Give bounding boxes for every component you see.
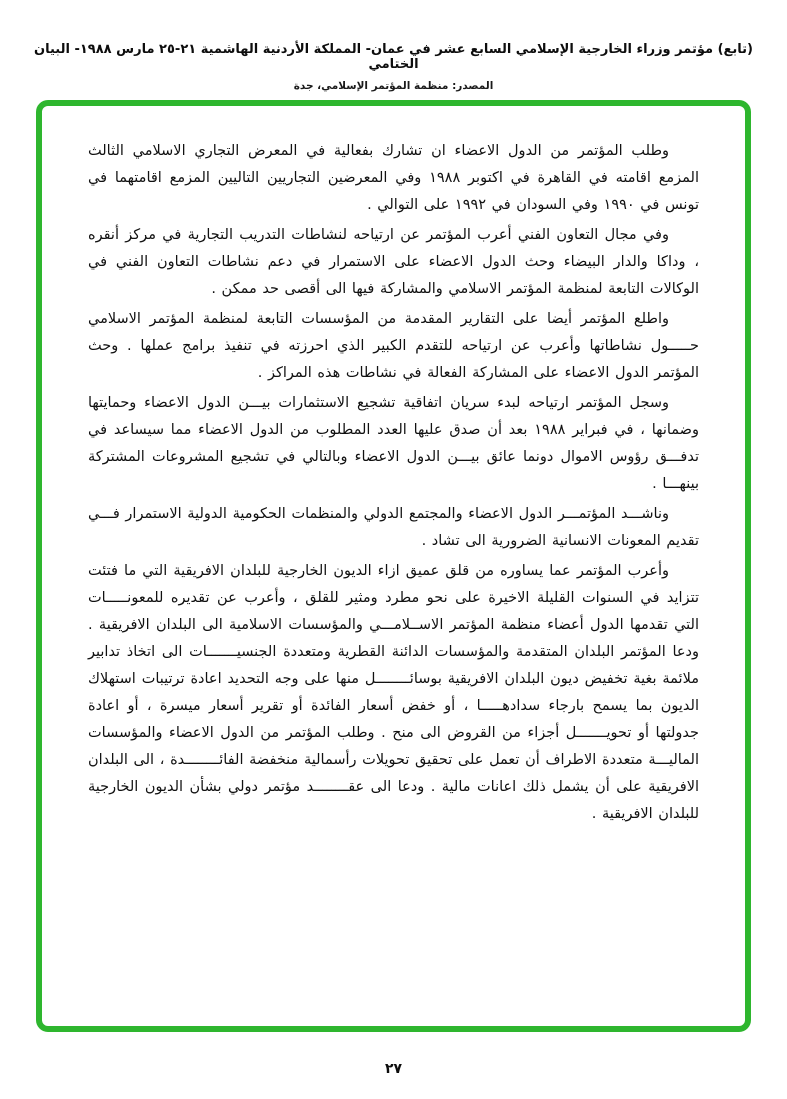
paragraph-1: وطلب المؤتمر من الدول الاعضاء ان تشارك بفعالية في المعرض التجاري الاسلامي الثالث المزمع اقامته في القاهرة في اكتوبر ١٩٨٨ وفي المعرضين التجاريين التاليين المزمع اقامتهما في تونس في ١٩٩٠ وفي السودان في ١٩٩٢ على التوالي . [88, 143, 700, 213]
paragraph-3: واطلع المؤتمر أيضا على التقارير المقدمة من المؤسسات التابعة لمنظمة المؤتمر الاسلامي حـــــول نشاطاتها وأعرب عن ارتياحه للتقدم الكبير الذي احرزته في تنفيذ برامج عملها . وحث المؤتمر الدول الاعضاء على المشاركة الفعالة في نشاطات هذه المراكز . [88, 311, 699, 381]
header-source: المصدر: منظمة المؤتمر الإسلامي، جدة [293, 80, 494, 92]
paragraph-2: وفي مجال التعاون الفني أعرب المؤتمر عن ارتياحه لنشاطات التدريب التجارية في مركز أنقره ، وداكا والدار البيضاء وحث الدول الاعضاء على الاستمرار في دعم نشاطات التعاون الفني في الوكالات التابعة لمنظمة المؤتمر الاسلامي والمشاركة فيها الى أقصى حد ممكن . [88, 227, 699, 297]
paragraph-6: وأعرب المؤتمر عما يساوره من قلق عميق ازاء الديون الخارجية للبلدان الافريقية التي ما فتئت تتزايد في السنوات القليلة الاخيرة على نحو مطرد ومثير للقلق ، وأعرب عن تقديره للمعونـــــات التي تقدمها الدول أعضاء منظمة المؤتمر الاســلامـــي والمؤسسات الاسلامية الى البلدان الافريقية . ودعا المؤتمر البلدان المتقدمة والمؤسسات الدائنة القطرية ومتعددة الجنسيـــــــات الى اتخاذ تدابير ملائمة بغية تخفيض ديون البلدان الافريقية بوسائــــــــل منها على وجه التحديد اعادة ترتيبات استهلاك الديون بما يسمح بارجاء سدادهـــــا ، أو خفض أسعار الفائدة أو تقرير أسعار ميسرة ، أو اعادة جدولتها أو تحويـــــــل أجزاء من القروض الى منح . وطلب المؤتمر من الدول الاعضاء والمؤسسات الماليـــة متعددة الاطراف أن تعمل على تحقيق تحويلات رأسمالية منخفضة الفائــــــــدة ، الى البلدان الافريقية على أن يشمل ذلك اعانات مالية . ودعا الى عقــــــــد مؤتمر دولي بشأن الديون الخارجية للبلدان الافريقية . [88, 563, 699, 822]
paragraph-4: وسجل المؤتمر ارتياحه لبدء سريان اتفاقية تشجيع الاستثمارات بيـــن الدول الاعضاء وحمايتها وضمانها ، في فبراير ١٩٨٨ بعد أن صدق عليها العدد المطلوب من الدول الاعضاء مما سيساعد في تدفـــق رؤوس الاموال دونما عائق بيـــن الدول الاعضاء وبالتالي في تشجيع المشروعات المشتركة بينهـــا . [88, 395, 700, 492]
page-number: ٢٧ [384, 1061, 403, 1077]
header-title: (تابع) مؤتمر وزراء الخارجية الإسلامي السابع عشر في عمان- المملكة الأردنية الهاشمية ٢١-٢٥ مارس ١٩٨٨- البيان الختامي [34, 42, 753, 72]
document-header [0, 42, 787, 92]
content-frame [36, 100, 751, 1032]
paragraph-5: وناشـــد المؤتمـــر الدول الاعضاء والمجتمع الدولي والمنظمات الحكومية الدولية الاستمرار فـــي تقديم المعونات الانسانية الضرورية الى تشاد . [88, 506, 699, 549]
